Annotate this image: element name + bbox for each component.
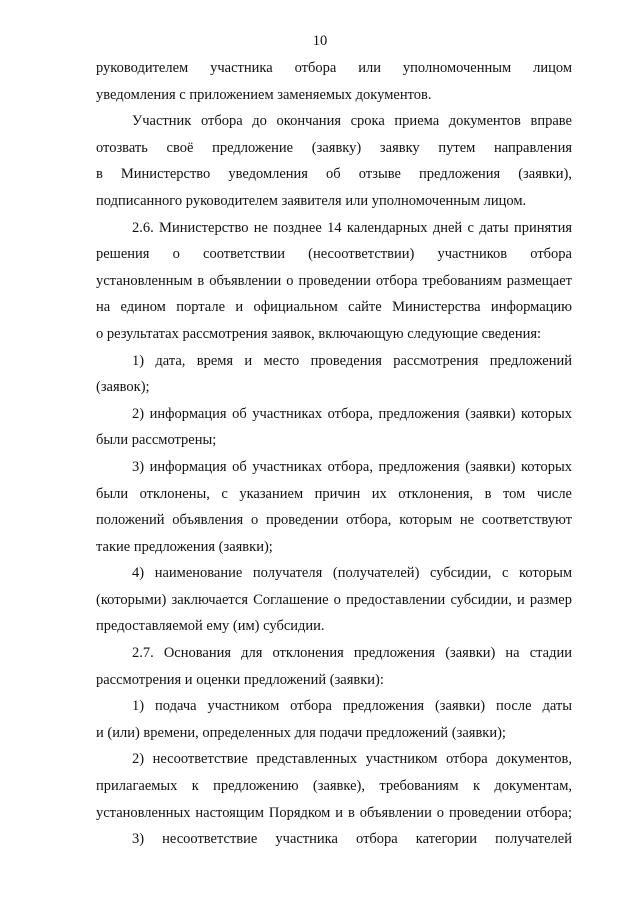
text-line: прилагаемых к предложению (заявке), требованиям к документам, — [96, 778, 572, 795]
text-line: положений объявления о проведении отбора, которым не соответствуют — [96, 512, 572, 529]
text-line: 3) информация об участниках отбора, предложения (заявки) которых — [132, 458, 572, 475]
text-line: 2.7. Основания для отклонения предложения (заявки) на стадии — [132, 645, 572, 662]
text-line: рассмотрения и оценки предложений (заявки): — [96, 671, 384, 688]
document-body — [96, 55, 572, 853]
text-line: отозвать своё предложение (заявку) заявку путем направления — [96, 139, 572, 156]
text-line: подписанного руководителем заявителя или уполномоченным лицом. — [96, 192, 527, 209]
text-line: 2) информация об участниках отбора, предложения (заявки) которых — [132, 405, 572, 422]
text-line: о результатах рассмотрения заявок, включающую следующие сведения: — [96, 325, 542, 342]
text-line: 2.6. Министерство не позднее 14 календарных дней с даты принятия — [132, 219, 572, 236]
text-line: были рассмотрены; — [96, 432, 217, 449]
text-line: 1) подача участником отбора предложения (заявки) после даты — [132, 698, 572, 715]
text-line: уведомления с приложением заменяемых документов. — [96, 86, 432, 103]
text-line: установленных настоящим Порядком и в объявлении о проведении отбора; — [96, 804, 572, 821]
text-line: Участник отбора до окончания срока приема документов вправе — [132, 113, 572, 130]
text-line: 4) наименование получателя (получателей) субсидии, с которым — [132, 565, 572, 582]
text-line: 1) дата, время и место проведения рассмотрения предложений — [132, 352, 572, 369]
text-line: на едином портале и официальном сайте Министерства информацию — [96, 299, 572, 316]
text-line: (заявок); — [96, 379, 150, 396]
text-line: 2) несоответствие представленных участником отбора документов, — [132, 751, 572, 768]
text-line: установленным в объявлении о проведении отбора требованиям размещает — [96, 272, 572, 289]
text-line: такие предложения (заявки); — [96, 538, 273, 555]
text-line: руководителем участника отбора или уполномоченным лицом — [96, 60, 572, 76]
text-line: и (или) времени, определенных для подачи предложений (заявки); — [96, 724, 506, 741]
text-line: решения о соответствии (несоответствии) участников отбора — [96, 246, 572, 263]
text-line: в Министерство уведомления об отзыве предложения (заявки), — [96, 166, 572, 183]
text-line: (которыми) заключается Соглашение о предоставлении субсидии, и размер — [96, 591, 572, 608]
text-line: 3) несоответствие участника отбора категории получателей — [132, 831, 572, 848]
page-number: 10 — [312, 33, 328, 49]
text-line: были отклонены, с указанием причин их отклонения, в том числе — [96, 485, 572, 502]
text-line: предоставляемой ему (им) субсидии. — [96, 618, 325, 635]
